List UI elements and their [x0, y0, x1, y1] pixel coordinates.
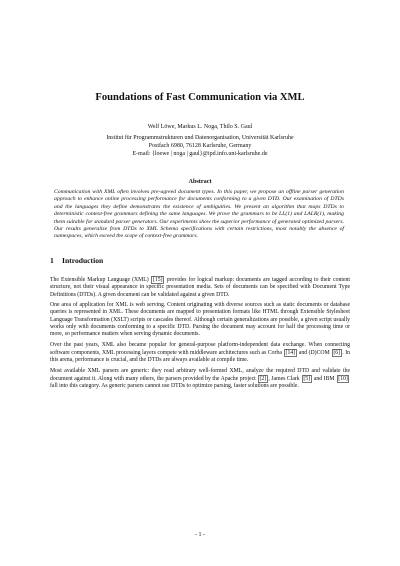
citation-link[interactable]: [2] [259, 376, 267, 383]
citation-link[interactable]: [5] [303, 376, 311, 383]
author-list: Welf Löwe, Markus L. Noga, Thilo S. Gaul [147, 124, 253, 130]
paragraph: Over the past years, XML also became popular for general-purpose platform-independent data exchange. When connecting software components, XML processing layers compete with middleware architectures such as Corba [14] and (D)COM [6] . In this arena, performance is crucial, and the DTDs are always available at compile time. [50, 341, 350, 364]
section-heading [50, 256, 350, 266]
paragraph: One area of application for XML is web serving. Content originating with diverse sources such as static documents or database queries is represented in XML. These documents are mapped to presentation formats like HTML through Extensible Stylesheet Language Transformation (XSLT) scripts or cascades thereof. Although certain generalizations are possible, a given script usually works only with documents conforming to a specific DTD. Parsing the document may account for half the processing time or more, so performance matters when serving dynamic documents. [50, 302, 350, 338]
paper-title: Foundations of Fast Communication via XML [95, 92, 305, 103]
affiliation-email: E-mail: {loewe | noga | gaul}@ipd.info.uni-karlsruhe.de [132, 151, 268, 157]
citation-link[interactable]: [10] [338, 376, 348, 383]
section-title: Introduction [62, 256, 104, 265]
body-text [50, 276, 350, 394]
affiliation-institute: Institut für Programmstrukturen und Datenorganisation, Universität Karlsruhe [106, 135, 294, 141]
citation-link[interactable]: [6] [333, 350, 341, 357]
section-number: 1 [50, 256, 54, 265]
abstract-text: Communication with XML often involves pre-agreed document types. In this paper, we propose an offline parser generation approach to enhance online processing performance for documents conforming to a given DTD. Our examination of DTDs and the languages they define demonstrates the existence of ambiguities. We present an algorithm that maps DTDs to deterministic context-free grammars defining the same languages. We prove the grammars to be LL(1) and LALR(1), making them suitable for standard parser generators. Our experiments show the superior performance of generated optimized parsers. Our results generalize from DTDs to XML Schema specifications with certain restrictions, most notably the absence of namespaces, which exceed the scope of context-free grammars. [54, 189, 344, 240]
page-number: - 1 - [195, 532, 205, 538]
affiliation-address: Postfach 6980, 76128 Karlsruhe, Germany [148, 143, 252, 149]
paragraph: The Extensible Markup Language (XML) [15] provides for logical markup: documents are tagged according to their content structure, not their visual appearance in specific presentation media. Sets of documents can be specified with Document Type Definitions (DTDs). A given document can be validated against a given DTD. [50, 277, 350, 298]
affiliation-block [50, 134, 350, 158]
citation-link[interactable]: [15] [152, 277, 163, 283]
paragraph: Most available XML parsers are generic: they read arbitrary well-formed XML, analyze the required DTD and validate the document against it. Along with many others, the parsers provided by the Apache project [2] , James Clark [5] and IBM [10] fall into this category. As generic parsers cannot use DTDs to optimize parsing, faster solutions are possible. [50, 367, 350, 390]
citation-link[interactable]: [14] [285, 350, 296, 357]
abstract-heading: Abstract [188, 178, 212, 185]
